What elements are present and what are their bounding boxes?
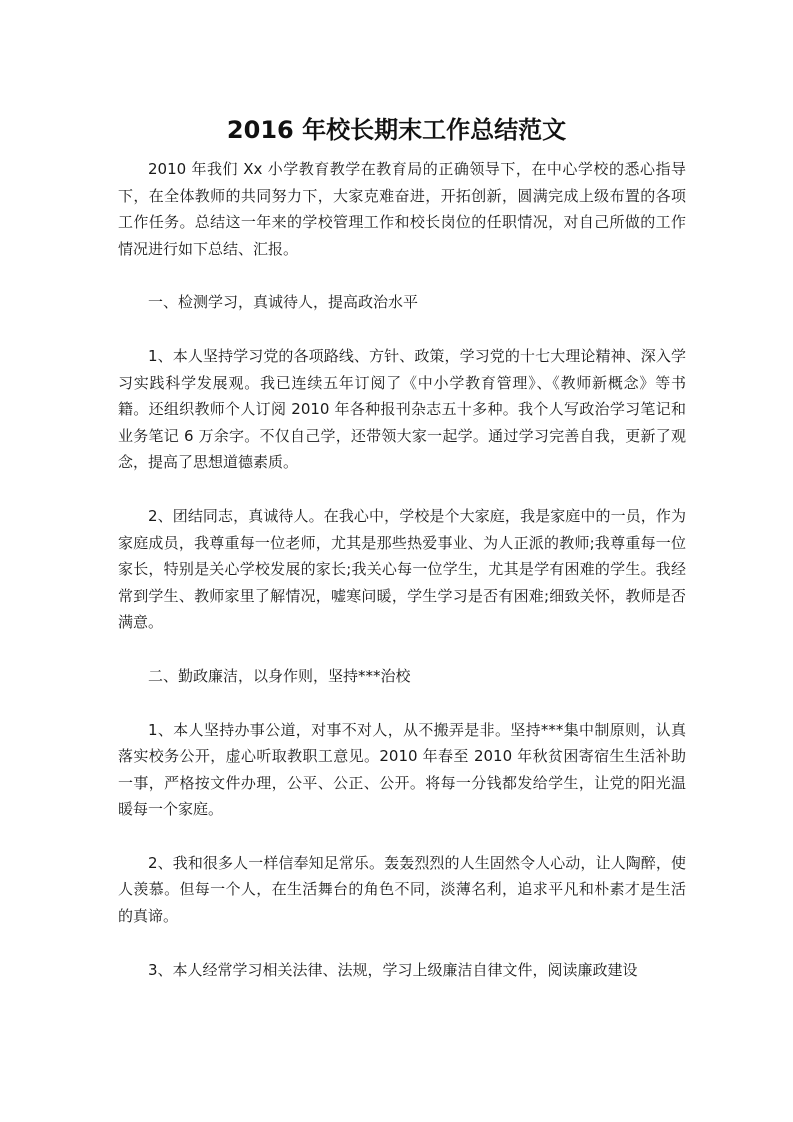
document-body <box>118 156 686 983</box>
section-2-item-2: 2、我和很多人一样信奉知足常乐。轰轰烈烈的人生固然令人心动，让人陶醉，使人羡慕。但每一个人，在生活舞台的角色不同，淡薄名利，追求平凡和朴素才是生活的真谛。 <box>118 853 686 926</box>
section-1-item-1: 1、本人坚持学习党的各项路线、方针、政策，学习党的十七大理论精神、深入学习实践科学发展观。我已连续五年订阅了《中小学教育管理》、《教师新概念》等书籍。还组织教师个人订阅 2010 年各种报刊杂志五十多种。我个人写政治学习笔记和业务笔记 6 万余字。不仅自己学，还带领大家一起学。通过学习完善自我，更新了观念，提高了思想道德素质。 <box>118 346 686 472</box>
paragraph-gap <box>118 636 686 663</box>
paragraph-gap <box>118 823 686 850</box>
section-heading-1: 一、检测学习，真诚待人，提高政治水平 <box>148 293 419 312</box>
section-2-item-1: 1、本人坚持办事公道，对事不对人，从不搬弄是非。坚持***集中制原则，认真落实校务公开，虚心听取教职工意见。2010 年春至 2010 年秋贫困寄宿生生活补助一事，严格按文件办理，公平、公正、公开。将每一分钱都发给学生，让党的阳光温暖每一个家庭。 <box>118 720 686 819</box>
paragraph-gap <box>118 262 686 289</box>
paragraph-gap <box>118 930 686 957</box>
paragraph-gap <box>118 690 686 717</box>
section-2-item-3: 3、本人经常学习相关法律、法规，学习上级廉洁自律文件，阅读廉政建设 <box>148 960 638 979</box>
document-title: 2016 年校长期末工作总结范文 <box>226 116 567 144</box>
intro-paragraph: 2010 年我们 Xx 小学教育教学在教育局的正确领导下，在中心学校的悉心指导下，在全体教师的共同努力下，大家克难奋进，开拓创新，圆满完成上级布置的各项工作任务。总结这一年来的学校管理工作和校长岗位的任职情况，对自己所做的工作情况进行如下总结、汇报。 <box>118 160 686 258</box>
paragraph-gap <box>118 316 686 343</box>
paragraph-gap <box>118 476 686 503</box>
section-1-item-2: 2、团结同志，真诚待人。在我心中，学校是个大家庭，我是家庭中的一员，作为家庭成员，我尊重每一位老师，尤其是那些热爱事业、为人正派的教师;我尊重每一位家长，特别是关心学校发展的家长;我关心每一位学生，尤其是学有困难的学生。我经常到学生、教师家里了解情况，嘘寒问暖，学生学习是否有困难;细致关怀，教师是否满意。 <box>118 506 686 632</box>
section-heading-2: 二、勤政廉洁，以身作则，坚持***治校 <box>148 666 411 685</box>
